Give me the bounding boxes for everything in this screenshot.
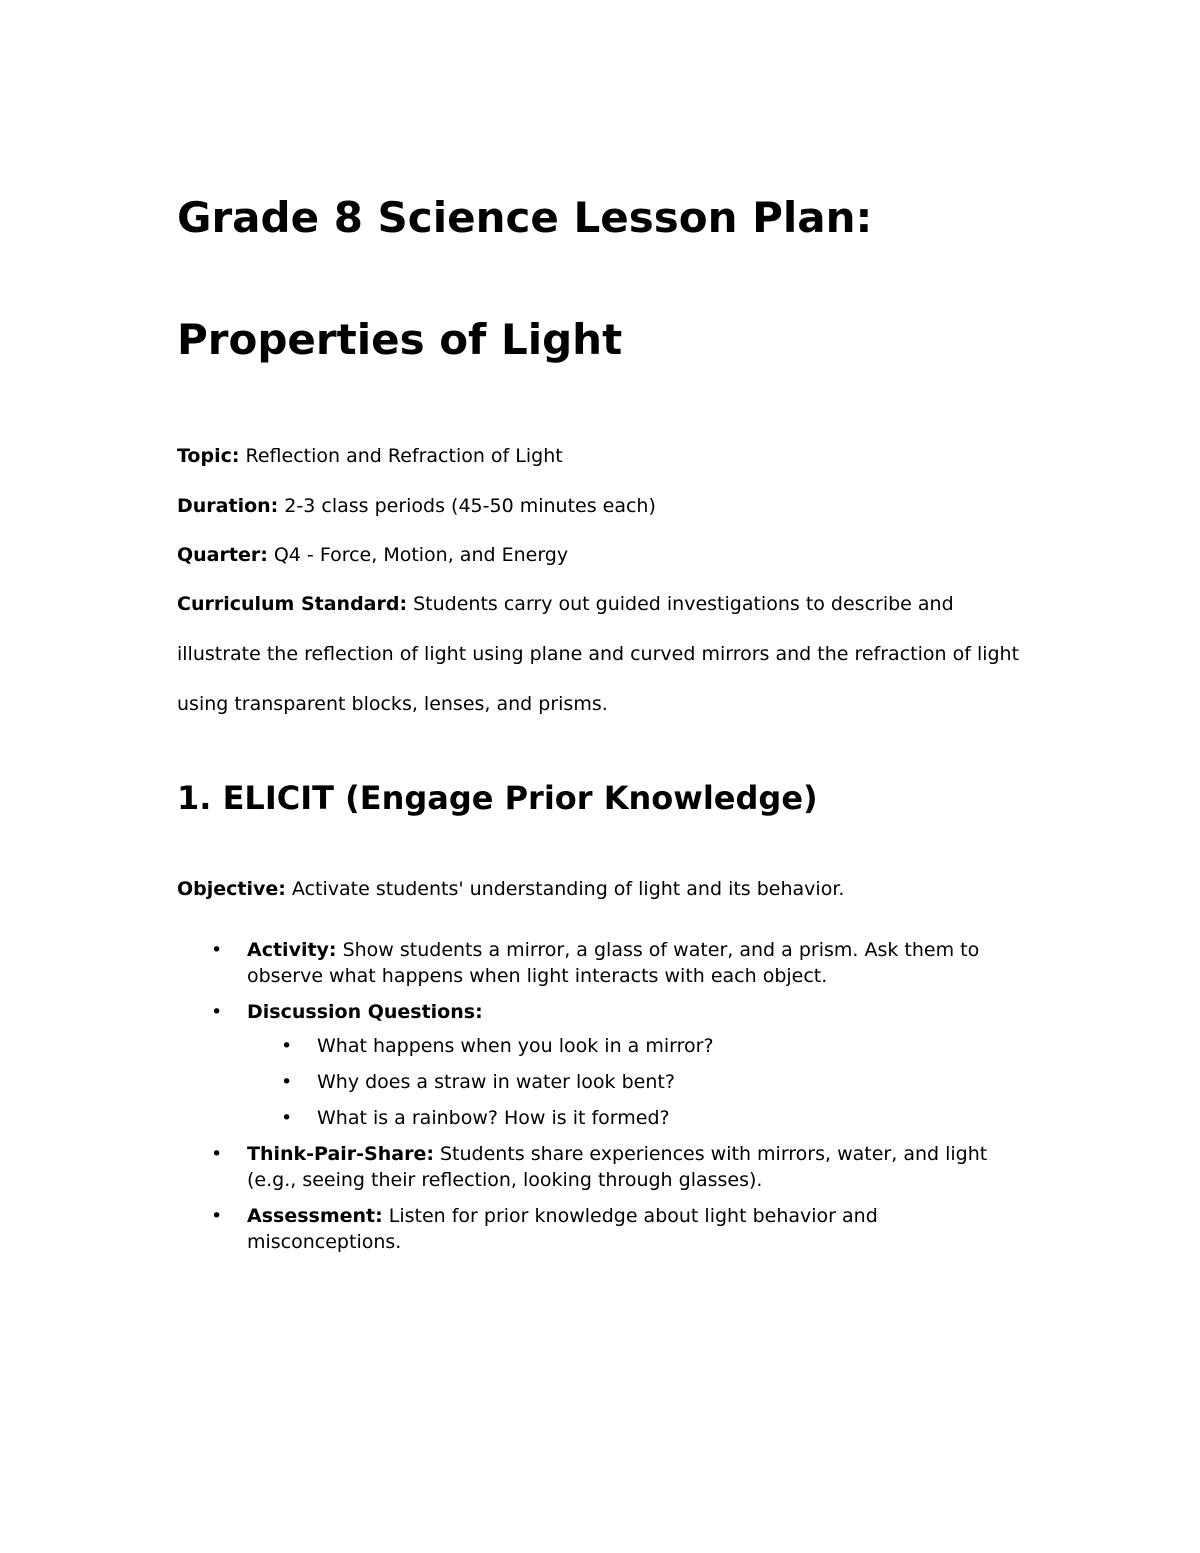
topic-line (177, 444, 563, 468)
list-item (247, 999, 1017, 1131)
duration-label: Duration: (177, 495, 279, 517)
bullet-text: Students share experiences with mirrors, water, and light (e.g., seeing their reflection, looking through glasses). (247, 1143, 988, 1191)
bullet-label: Assessment: (247, 1205, 383, 1227)
bullet-label: Think-Pair-Share: (247, 1143, 434, 1165)
discussion-questions-list (247, 1033, 1017, 1131)
bullet-label: Activity: (247, 939, 337, 961)
topic-value: Reflection and Refraction of Light (239, 445, 563, 467)
duration-line (177, 494, 656, 518)
topic-label: Topic: (177, 445, 240, 467)
list-item (247, 937, 1017, 989)
section-heading-elicit: 1. ELICIT (Engage Prior Knowledge) (177, 779, 818, 817)
curriculum-standard-paragraph (177, 579, 1027, 729)
objective-label: Objective: (177, 878, 286, 900)
list-item (247, 1203, 1017, 1255)
list-item: • What is a rainbow? How is it formed? (317, 1105, 1017, 1131)
quarter-value: Q4 - Force, Motion, and Energy (267, 544, 569, 566)
elicit-bullet-list (247, 937, 1017, 1265)
list-item: • Why does a straw in water look bent? (317, 1069, 1017, 1095)
objective-line (177, 877, 844, 901)
standard-label: Curriculum Standard: (177, 593, 408, 615)
page-subtitle: Properties of Light (177, 315, 623, 364)
bullet-text: Show students a mirror, a glass of water, and a prism. Ask them to observe what happens when light interacts with each object. (247, 939, 980, 987)
duration-value: 2-3 class periods (45-50 minutes each) (278, 495, 656, 517)
list-item (247, 1141, 1017, 1193)
standard-value: Students carry out guided investigations to describe and illustrate the reflection of light using plane and curved mirrors and the refraction of light using transparent blocks, lenses, and prisms. (177, 593, 1020, 715)
bullet-label: Discussion Questions: (247, 1001, 483, 1023)
objective-value: Activate students' understanding of light and its behavior. (285, 878, 845, 900)
quarter-label: Quarter: (177, 544, 268, 566)
page-title: Grade 8 Science Lesson Plan: (177, 193, 873, 242)
bullet-text: Listen for prior knowledge about light behavior and misconceptions. (247, 1205, 878, 1253)
list-item: • What happens when you look in a mirror? (317, 1033, 1017, 1059)
quarter-line (177, 543, 568, 567)
